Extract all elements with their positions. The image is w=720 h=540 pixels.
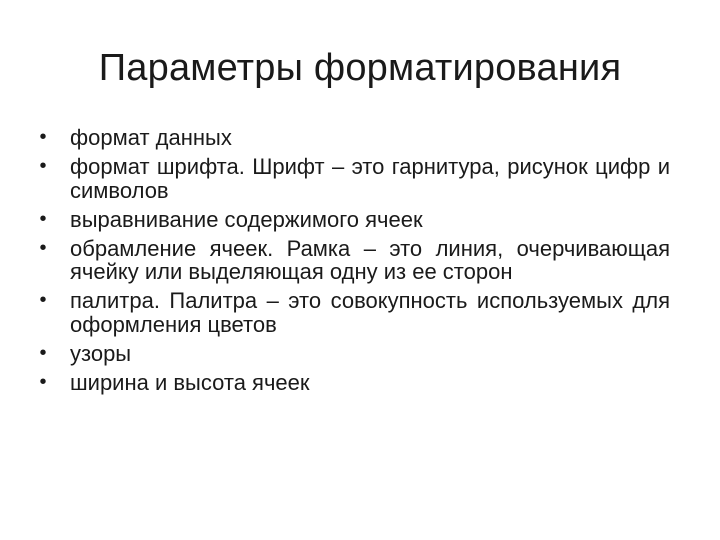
list-item — [36, 208, 670, 232]
list-item-text: обрамление ячеек. Рамка – это линия, очерчивающая ячейку или выделяющая одну из ее сторон — [70, 235, 670, 284]
list-item-text: формат данных — [70, 125, 232, 150]
bullet-icon: • — [39, 289, 47, 311]
bullet-icon: • — [39, 341, 47, 364]
bullet-icon: • — [39, 370, 47, 393]
slide-title: Параметры форматирования — [98, 47, 622, 89]
list-item-text: выравнивание содержимого ячеек — [70, 206, 423, 232]
list-item — [36, 155, 670, 202]
list-item-text: узоры — [70, 340, 132, 366]
list-item-text: палитра. Палитра – это совокупность используемых для оформления цветов — [70, 288, 670, 337]
list-item — [36, 371, 670, 395]
list-item — [36, 289, 670, 336]
bullet-icon: • — [39, 155, 47, 177]
bullet-icon: • — [39, 126, 47, 148]
list-item — [36, 126, 670, 150]
list-item-text: формат шрифта. Шрифт – это гарнитура, рисунок цифр и символов — [70, 154, 670, 203]
bullet-icon: • — [39, 236, 47, 259]
list-item-text: ширина и высота ячеек — [70, 369, 310, 395]
bullet-list — [36, 126, 670, 400]
bullet-icon: • — [39, 207, 47, 230]
list-item — [36, 342, 670, 366]
list-item — [36, 237, 670, 284]
